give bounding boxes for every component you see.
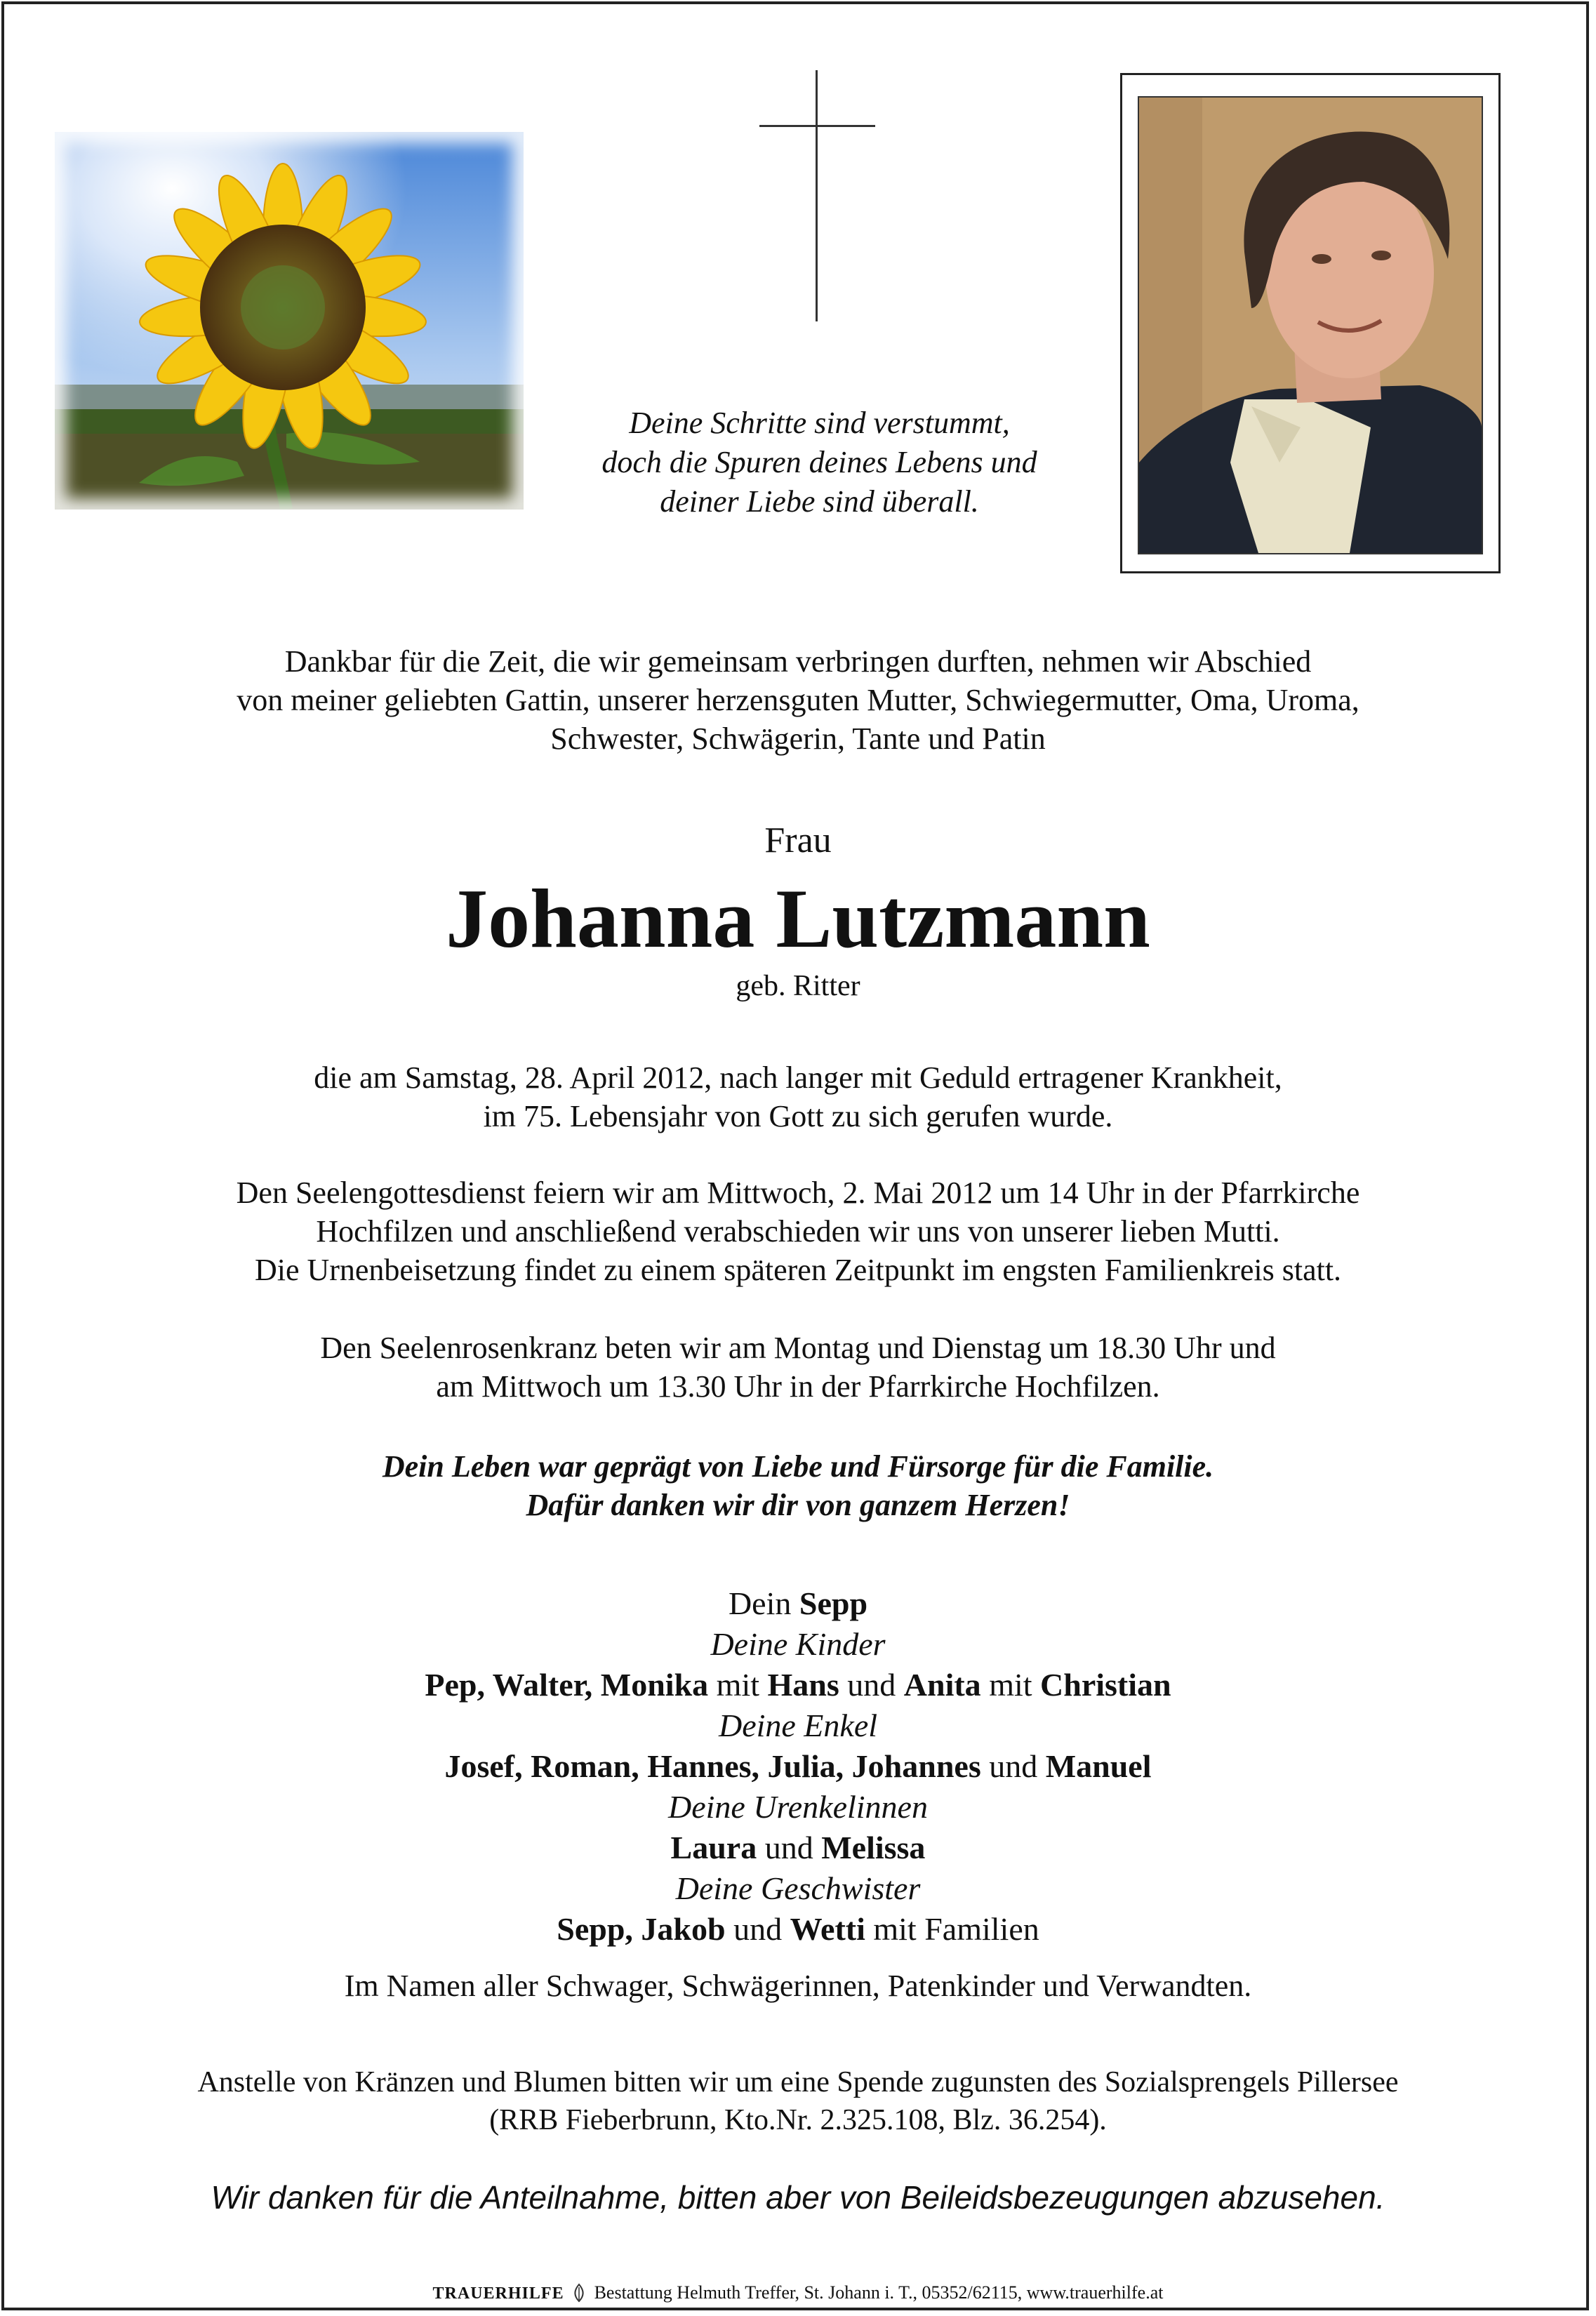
grandchildren-names: Josef, Roman, Hannes, Julia, Johannes: [444, 1748, 981, 1784]
death-notice-line: die am Samstag, 28. April 2012, nach langer mit Geduld ertragener Krankheit,: [314, 1060, 1282, 1095]
children-heading: Deine Kinder: [710, 1626, 886, 1662]
partner-name: Christian: [1040, 1667, 1171, 1703]
greatgrandchild-name: Laura: [670, 1830, 757, 1865]
sibling-names: Sepp, Jakob: [557, 1911, 726, 1947]
greatgrandchild-name: Melissa: [821, 1830, 926, 1865]
intro-line: Dankbar für die Zeit, die wir gemeinsam verbringen durften, nehmen wir Abschied: [284, 644, 1312, 679]
service-line: Hochfilzen und anschließend verabschieden wir uns von unserer lieben Mutti.: [316, 1214, 1280, 1249]
donation-line: Anstelle von Kränzen und Blumen bitten wir um eine Spende zugunsten des Sozialsprengels Pillersee: [197, 2066, 1399, 2098]
closing-words: [0, 1447, 1596, 1524]
closing-line: Dein Leben war geprägt von Liebe und Fürsorge für die Familie.: [382, 1449, 1214, 1484]
children-line: [0, 1665, 1596, 1705]
birth-name: geb. Ritter: [736, 970, 860, 1002]
greatgrandchildren-heading: Deine Urenkelinnen: [668, 1789, 928, 1825]
on-behalf-line: Im Namen aller Schwager, Schwägerinnen, Patenkinder und Verwandten.: [344, 1969, 1252, 2003]
poem: [463, 404, 1176, 521]
rosary-line: Den Seelenrosenkranz beten wir am Montag und Dienstag um 18.30 Uhr und: [320, 1331, 1276, 1365]
rosary-line: am Mittwoch um 13.30 Uhr in der Pfarrkirche Hochfilzen.: [436, 1369, 1160, 1404]
husband-line: [0, 1583, 1596, 1624]
footer: [0, 2281, 1596, 2305]
death-notice-line: im 75. Lebensjahr von Gott zu sich gerufen wurde.: [483, 1099, 1113, 1133]
closing-line: Dafür danken wir dir von ganzem Herzen!: [526, 1488, 1070, 1522]
mourners-list: [0, 1583, 1596, 1950]
grandchildren-heading: Deine Enkel: [718, 1708, 878, 1743]
child-name: Anita: [903, 1667, 981, 1703]
grandchild-name: Manuel: [1045, 1748, 1152, 1784]
service-info: [0, 1173, 1596, 1289]
partner-name: Hans: [767, 1667, 839, 1703]
donation-request: [0, 2063, 1596, 2139]
portrait-frame: [1120, 73, 1501, 573]
salutation: Frau: [764, 820, 832, 860]
poem-line: Deine Schritte sind verstummt,: [629, 406, 1010, 440]
grandchildren-line: [0, 1746, 1596, 1787]
donation-line: (RRB Fieberbrunn, Kto.Nr. 2.325.108, Blz. 36.254).: [489, 2104, 1107, 2136]
intro-text: [0, 642, 1596, 758]
poem-line: doch die Spuren deines Lebens und: [601, 445, 1037, 479]
connector: und: [757, 1830, 822, 1865]
poem-line: deiner Liebe sind überall.: [660, 484, 979, 519]
greatgrandchildren-line: [0, 1828, 1596, 1868]
connector: und: [980, 1748, 1046, 1784]
husband-name: Sepp: [799, 1585, 868, 1621]
connector: und: [725, 1911, 790, 1947]
service-line: Die Urnenbeisetzung findet zu einem späteren Zeitpunkt im engsten Familienkreis statt.: [254, 1253, 1342, 1287]
footer-text: Bestattung Helmuth Treffer, St. Johann i. T., 05352/62115, www.trauerhilfe.at: [594, 2282, 1164, 2303]
connector: und: [839, 1667, 904, 1703]
husband-prefix: Dein: [728, 1585, 799, 1621]
leaf-icon: [571, 2283, 587, 2303]
deceased-name: Johanna Lutzmann: [446, 872, 1150, 965]
connector: mit: [708, 1667, 768, 1703]
death-notice: [0, 1058, 1596, 1136]
service-line: Den Seelengottesdienst feiern wir am Mittwoch, 2. Mai 2012 um 14 Uhr in der Pfarrkirche: [236, 1176, 1360, 1210]
connector: mit Familien: [865, 1911, 1039, 1947]
connector: mit: [980, 1667, 1041, 1703]
intro-line: von meiner geliebten Gattin, unserer herzensguten Mutter, Schwiegermutter, Oma, Uroma,: [237, 683, 1359, 717]
siblings-heading: Deine Geschwister: [675, 1870, 921, 1906]
siblings-line: [0, 1909, 1596, 1950]
intro-line: Schwester, Schwägerin, Tante und Patin: [550, 721, 1046, 756]
cross-icon-bar: [759, 125, 875, 127]
sibling-name: Wetti: [790, 1911, 865, 1947]
footer-brand: TRAUERHILFE: [432, 2284, 564, 2303]
portrait-photo: [1138, 96, 1483, 554]
children-names: Pep, Walter, Monika: [425, 1667, 709, 1703]
rosary-info: [0, 1329, 1596, 1406]
cross-icon: [816, 70, 818, 321]
thanks-line: Wir danken für die Anteilnahme, bitten aber von Beileidsbezeugungen abzusehen.: [211, 2179, 1385, 2216]
sunflower-photo: [55, 132, 524, 510]
